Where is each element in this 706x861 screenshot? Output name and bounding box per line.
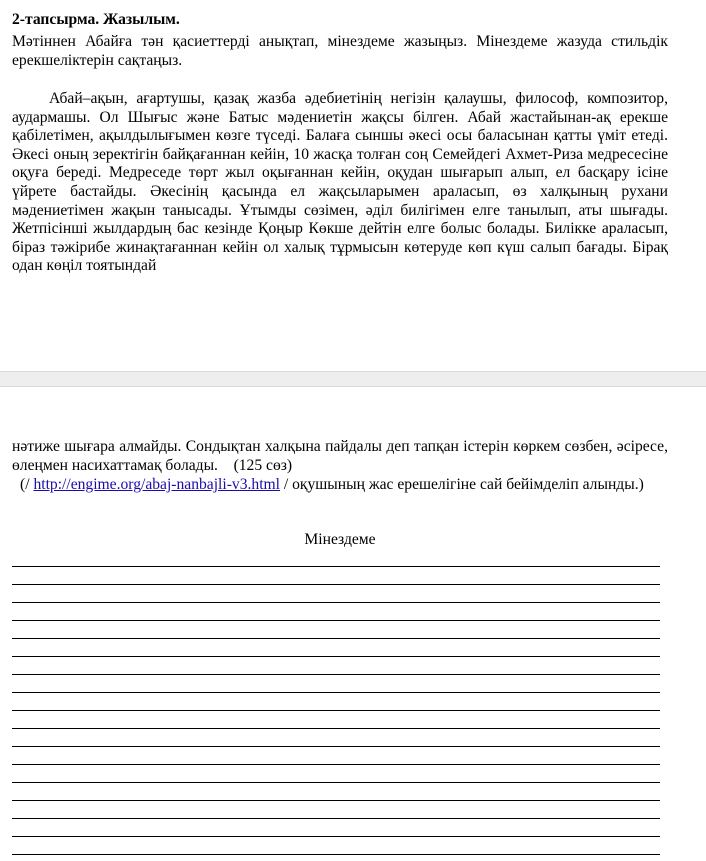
- task-heading: 2-тапсырма. Жазылым.: [12, 11, 180, 28]
- writing-line[interactable]: [12, 602, 660, 603]
- page-break: [0, 371, 706, 387]
- writing-line[interactable]: [12, 584, 660, 585]
- writing-line[interactable]: [12, 620, 660, 621]
- writing-line[interactable]: [12, 800, 660, 801]
- source-link[interactable]: http://engime.org/abaj-nanbajli-v3.html: [33, 476, 280, 493]
- writing-line[interactable]: [12, 836, 660, 837]
- writing-line[interactable]: [12, 854, 660, 855]
- writing-line[interactable]: [12, 710, 660, 711]
- writing-line[interactable]: [12, 692, 660, 693]
- writing-line[interactable]: [12, 782, 660, 783]
- writing-line[interactable]: [12, 656, 660, 657]
- continuation-text: нәтиже шығара алмайды. Сондықтан халқына пайдалы деп тапқан істерін көркем сөзбен, әсіресе, өлеңмен насихаттамақ болады.: [12, 438, 668, 474]
- writing-line[interactable]: [12, 818, 660, 819]
- source-prefix: (/: [20, 476, 34, 493]
- writing-line[interactable]: [12, 566, 660, 567]
- writing-line[interactable]: [12, 638, 660, 639]
- task-instruction: Мәтіннен Абайға тән қасиеттерді анықтап, мінездеме жазыңыз. Мінездеме жазуда стильдік ерекшеліктерін сақтаңыз.: [12, 33, 668, 69]
- writing-line[interactable]: [12, 674, 660, 675]
- source-suffix: / оқушының жас ерешелігіне сай бейімделіп алынды.): [280, 476, 644, 493]
- writing-line[interactable]: [12, 764, 660, 765]
- passage-text: Абай–ақын, ағартушы, қазақ жазба әдебиетінің негізін қалаушы, философ, композитор, аудармашы. Ол Шығыс және Батыс мәдениетін жақсы білген. Абай жастайынан-ақ ерекше қабілетімен, ақылдылығымен көзге түседі. Балаға сыншы әкесі осы баласынан қатты үміт етеді. Әкесі оның зеректігін байқағаннан кейін, 10 жасқа толған соң Семейдегі Ахмет-Риза медресесіне оқуға береді. Медреседе төрт жыл оқығаннан кейін, оқудан шығарып алып, ел басқару ісіне үйрете бастайды. Әкесінің қасында ел жақсыларымен араласып, өз халқының рухани мәдениетімен жақын танысады. Ұтымды сөзімен, әділ билігімен елге танылып, аты шығады. Жетпісінші жылдардың бас кезінде Қоңыр Көкше дейтін елге болыс болады. Билікке араласып, біраз тәжірибе жинақтағаннан кейін ол халық тұрмысын көтеруде көп күш салып бағады. Бірақ одан көңіл тоятындай: [12, 90, 668, 275]
- word-count: (125 сөз): [233, 456, 293, 474]
- source-note: [12, 476, 668, 495]
- writing-line[interactable]: [12, 728, 660, 729]
- passage-continuation: [12, 438, 668, 475]
- section-title: Мінездеме: [304, 531, 376, 548]
- writing-line[interactable]: [12, 746, 660, 747]
